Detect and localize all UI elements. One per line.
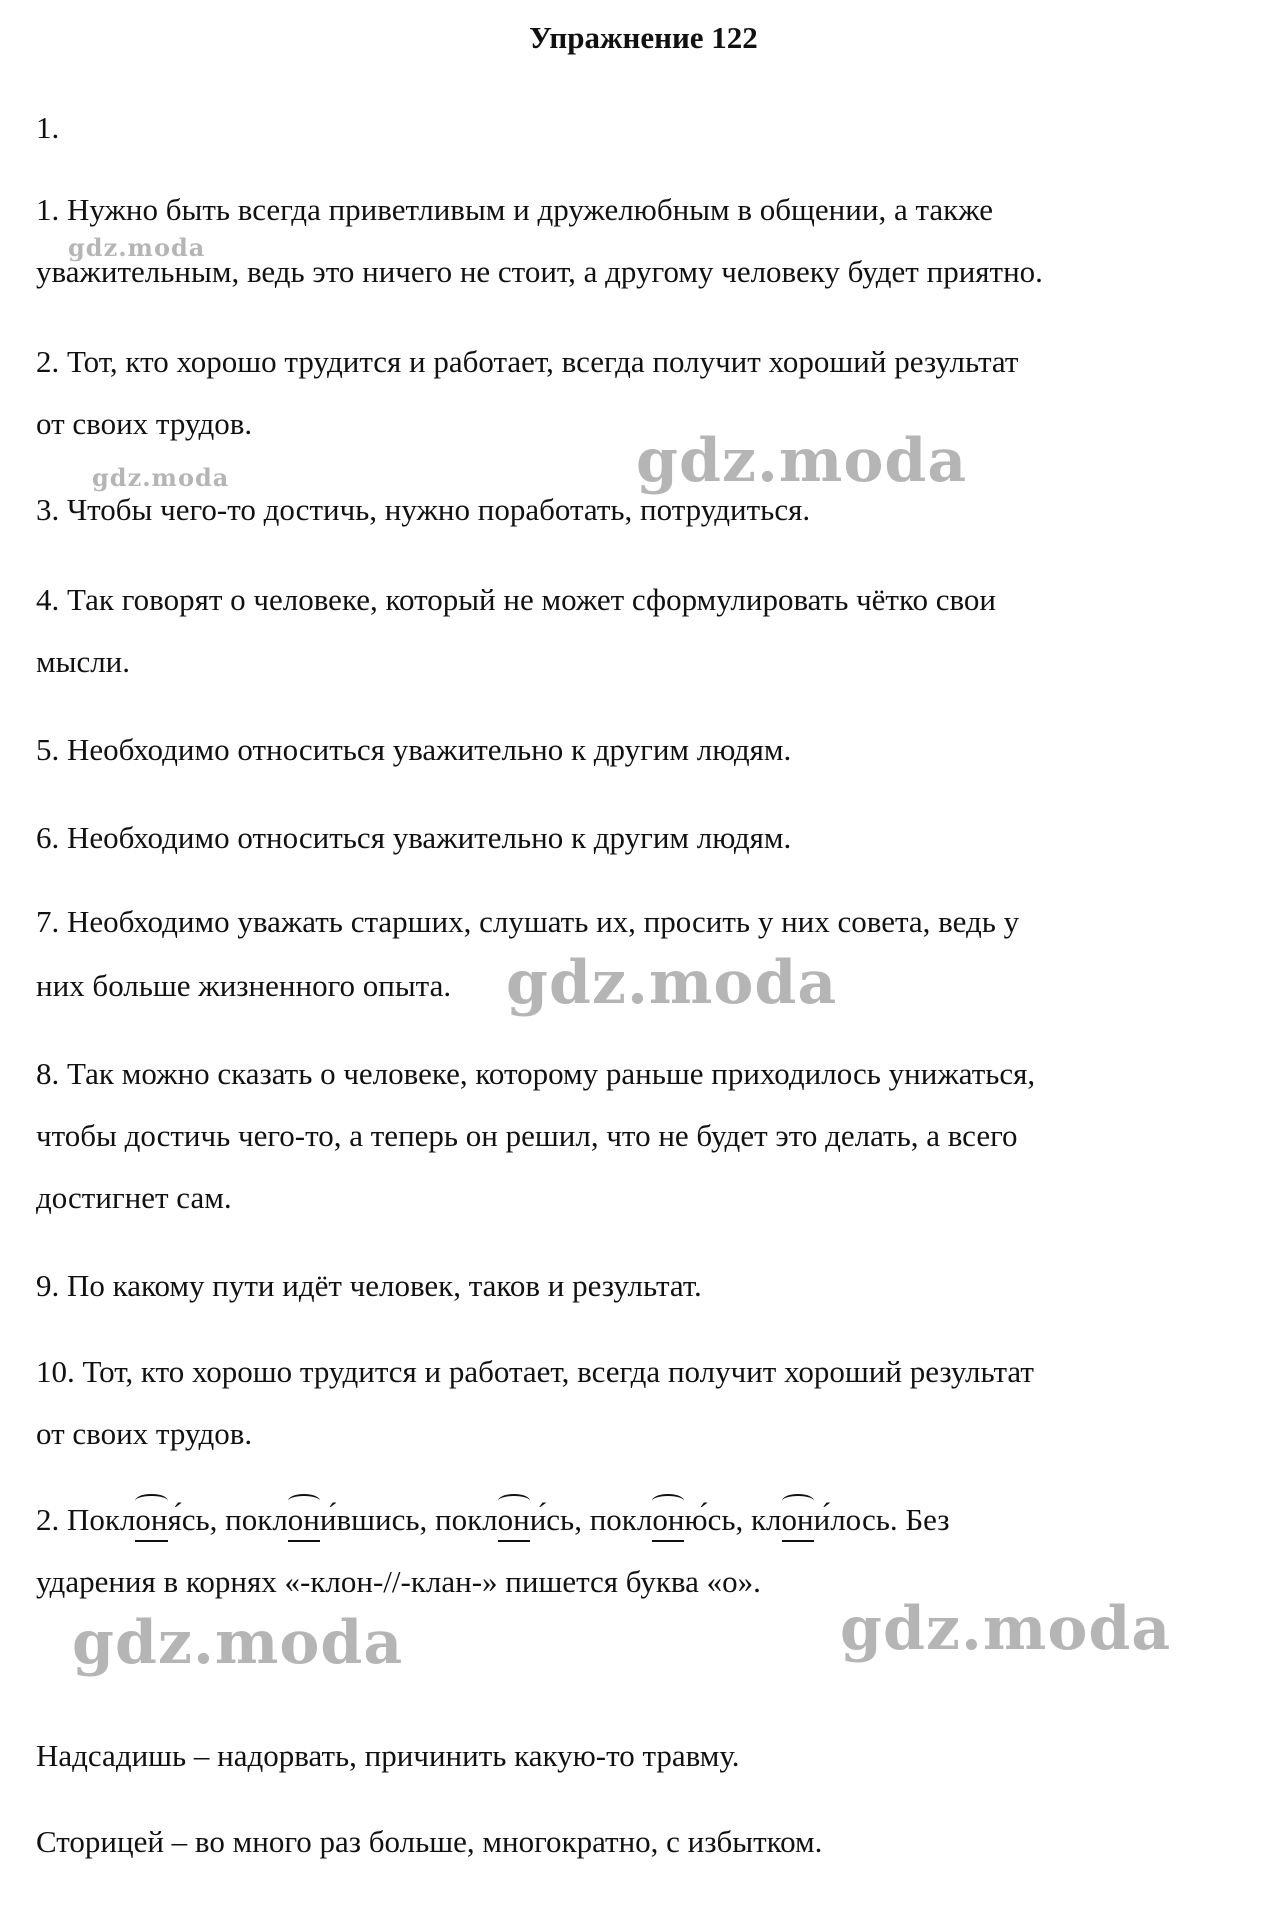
item-1-line-2: уважительным, ведь это ничего не стоит, а другому человеку будет приятно.	[36, 254, 1043, 289]
word-5-prefix: кл	[750, 1502, 782, 1537]
watermark: gdz.moda	[92, 463, 230, 492]
word-2-prefix: покл	[225, 1502, 288, 1537]
item-4-line-1: 4. Так говорят о человеке, который не может сформулировать чётко свои	[36, 582, 996, 617]
item-5-line-1: 5. Необходимо относиться уважительно к другим людям.	[36, 732, 792, 767]
definition-1: Надсадишь – надорвать, причинить какую-то травму.	[36, 1738, 740, 1773]
item-1-line-1: 1. Нужно быть всегда приветливым и дружелюбным в общении, а также	[36, 192, 993, 227]
item-8-line-2: чтобы достичь чего-то, а теперь он решил, что не будет это делать, а всего	[36, 1118, 1018, 1153]
section-1-label: 1.	[36, 110, 60, 145]
item-3-line-1: 3. Чтобы чего-то достичь, нужно поработать, потрудиться.	[36, 492, 811, 527]
part-2-line-2: ударения в корнях «-клон-//-клан-» пишется буква «о».	[36, 1564, 761, 1599]
word-2-root: он	[288, 1500, 320, 1542]
word-5-ending: и́лось. Без	[813, 1502, 950, 1537]
word-4-ending: ю́сь,	[684, 1502, 744, 1537]
watermark: gdz.moda	[72, 1608, 404, 1678]
item-7-line-1: 7. Необходимо уважать старших, слушать их, просить у них совета, ведь у	[36, 904, 1020, 939]
word-1-prefix: 2. Покл	[36, 1502, 136, 1537]
item-7-line-2: них больше жизненного опыта.	[36, 968, 452, 1003]
word-3-root: он	[498, 1500, 530, 1542]
item-9-line-1: 9. По какому пути идёт человек, таков и результат.	[36, 1268, 702, 1303]
item-8-line-3: достигнет сам.	[36, 1180, 232, 1215]
item-8-line-1: 8. Так можно сказать о человеке, которому раньше приходилось унижаться,	[36, 1056, 1036, 1091]
item-2-line-1: 2. Тот, кто хорошо трудится и работает, всегда получит хороший результат	[36, 344, 1019, 379]
watermark: gdz.moda	[68, 233, 206, 262]
word-4-root: он	[652, 1500, 684, 1542]
item-2-line-2: от своих трудов.	[36, 406, 253, 441]
page-title: Упражнение 122	[529, 20, 758, 55]
word-5-root: он	[782, 1500, 814, 1542]
word-3-ending: и́сь,	[529, 1502, 582, 1537]
word-2-ending: и́вшись,	[319, 1502, 428, 1537]
watermark: gdz.moda	[506, 948, 838, 1018]
part-2-line-1	[36, 1500, 950, 1542]
word-4-prefix: покл	[589, 1502, 653, 1537]
watermark: gdz.moda	[636, 426, 968, 496]
word-1-ending: я́сь,	[167, 1502, 218, 1537]
word-3-prefix: покл	[434, 1502, 498, 1537]
item-6-line-1: 6. Необходимо относиться уважительно к другим людям.	[36, 820, 792, 855]
item-10-line-1: 10. Тот, кто хорошо трудится и работает, всегда получит хороший результат	[36, 1354, 1034, 1389]
word-1-root: он	[135, 1500, 167, 1542]
definition-2: Сторицей – во много раз больше, многократно, с избытком.	[36, 1824, 823, 1859]
item-4-line-2: мысли.	[36, 644, 131, 679]
watermark: gdz.moda	[840, 1594, 1172, 1664]
item-10-line-2: от своих трудов.	[36, 1416, 253, 1451]
